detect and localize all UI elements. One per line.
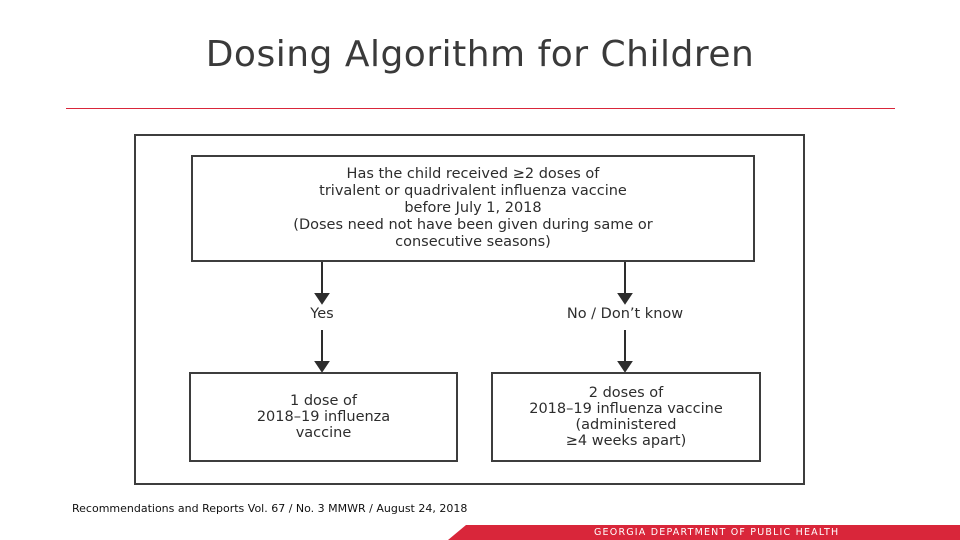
page-title: Dosing Algorithm for Children xyxy=(205,34,755,75)
one-dose-box xyxy=(189,372,458,462)
organization-footer: GEORGIA DEPARTMENT OF PUBLIC HEALTH xyxy=(594,527,840,538)
result-line: (administered xyxy=(575,417,677,433)
question-line: (Doses need not have been given during same or xyxy=(293,217,653,233)
arrowhead-no-lower xyxy=(619,362,631,371)
result-line: 2 doses of xyxy=(588,385,664,401)
result-line: 2018–19 influenza xyxy=(256,409,391,425)
two-dose-box xyxy=(491,372,761,462)
no-branch-label: No / Don’t know xyxy=(566,306,684,322)
title-divider xyxy=(66,108,895,109)
arrowhead-no-upper xyxy=(619,294,631,303)
flowchart-frame xyxy=(134,134,805,485)
yes-branch-label: Yes xyxy=(310,306,334,322)
result-line: ≥4 weeks apart) xyxy=(565,433,687,449)
result-line: 2018–19 influenza vaccine xyxy=(529,401,723,417)
result-line: 1 dose of xyxy=(290,393,357,409)
result-line: vaccine xyxy=(295,425,352,441)
arrowhead-yes-upper xyxy=(316,294,328,303)
question-line: before July 1, 2018 xyxy=(404,200,542,216)
question-line: consecutive seasons) xyxy=(395,234,551,250)
arrowhead-yes-lower xyxy=(316,362,328,371)
source-citation: Recommendations and Reports Vol. 67 / No. 3 MMWR / August 24, 2018 xyxy=(72,502,468,515)
question-line: trivalent or quadrivalent influenza vaccine xyxy=(319,183,627,199)
question-line: Has the child received ≥2 doses of xyxy=(346,166,600,182)
